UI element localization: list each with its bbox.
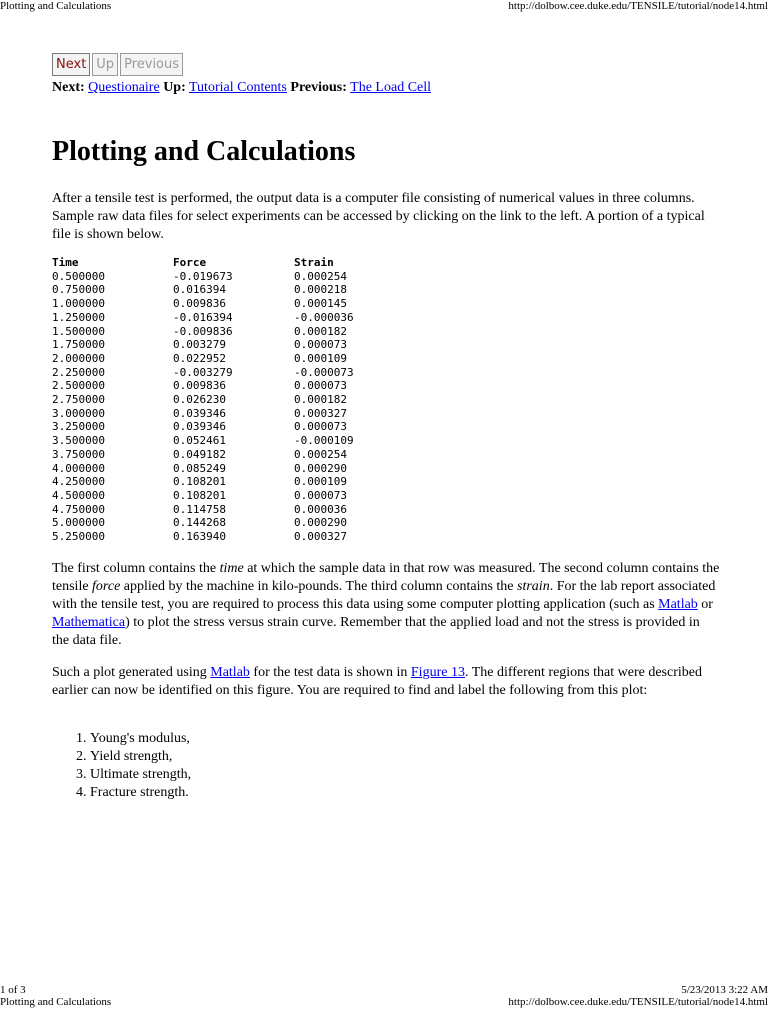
table-row <box>52 338 354 352</box>
emphasis-time: time <box>219 561 244 576</box>
cell-force: 0.039346 <box>173 420 226 434</box>
cell-time: 0.750000 <box>52 283 105 297</box>
cell-strain: 0.000218 <box>294 283 347 297</box>
cell-force: 0.022952 <box>173 351 226 365</box>
table-row <box>52 462 354 476</box>
table-header-row <box>52 256 354 270</box>
matlab-link[interactable]: Matlab <box>658 597 698 612</box>
cell-strain: 0.000254 <box>294 269 347 283</box>
explanation-paragraph <box>52 560 720 650</box>
table-row <box>52 352 354 366</box>
plot-paragraph <box>52 664 720 700</box>
text-run: Such a plot generated using <box>52 665 211 680</box>
table-row <box>52 448 354 462</box>
table-row <box>52 297 354 311</box>
text-run: applied by the machine in kilo-pounds. The third column contains the <box>120 579 518 594</box>
cell-force: 0.085249 <box>173 461 226 475</box>
cell-force: 0.016394 <box>173 283 226 297</box>
cell-time: 5.250000 <box>52 530 105 544</box>
cell-force: 0.114758 <box>173 502 226 516</box>
up-button[interactable]: Up <box>92 53 118 76</box>
table-row <box>52 475 354 489</box>
previous-link[interactable]: The Load Cell <box>350 80 432 95</box>
cell-force: 0.108201 <box>173 475 226 489</box>
table-row <box>52 489 354 503</box>
cell-force: 0.108201 <box>173 488 226 502</box>
cell-strain: 0.000182 <box>294 324 347 338</box>
print-footer-page: 1 of 3 <box>0 984 26 996</box>
table-row <box>52 311 354 325</box>
cell-force: 0.049182 <box>173 447 226 461</box>
cell-force: 0.052461 <box>173 434 226 448</box>
table-row <box>52 393 354 407</box>
cell-strain: 0.000145 <box>294 297 347 311</box>
print-footer-title: Plotting and Calculations <box>0 996 112 1008</box>
emphasis-force: force <box>92 579 121 594</box>
cell-time: 3.750000 <box>52 447 105 461</box>
table-row <box>52 420 354 434</box>
cell-strain: -0.000036 <box>294 310 354 324</box>
cell-time: 4.750000 <box>52 502 105 516</box>
text-run: ) to plot the stress versus strain curve. Remember that the applied load and not the stress is provided in the data file. <box>52 615 700 648</box>
print-header-title: Plotting and Calculations <box>0 0 112 12</box>
cell-force: -0.003279 <box>173 365 233 379</box>
cell-strain: 0.000073 <box>294 488 347 502</box>
cell-force: -0.009836 <box>173 324 233 338</box>
previous-label: Previous: <box>290 80 347 95</box>
column-header-time: Time <box>52 256 79 269</box>
cell-time: 2.750000 <box>52 393 105 407</box>
print-footer-timestamp: 5/23/2013 3:22 AM <box>681 984 768 996</box>
mathematica-link[interactable]: Mathematica <box>52 615 126 630</box>
text-run: at which the sample data in that row was measured. The second column contains the tensile <box>52 561 720 594</box>
cell-time: 2.500000 <box>52 379 105 393</box>
cell-strain: 0.000327 <box>294 406 347 420</box>
previous-button[interactable]: Previous <box>120 53 183 76</box>
emphasis-strain: strain <box>517 579 550 594</box>
cell-time: 3.250000 <box>52 420 105 434</box>
cell-time: 1.500000 <box>52 324 105 338</box>
cell-time: 2.250000 <box>52 365 105 379</box>
cell-force: 0.039346 <box>173 406 226 420</box>
print-footer-url: http://dolbow.cee.duke.edu/TENSILE/tutorial/node14.html <box>508 996 768 1008</box>
text-run: . For the lab report associated with the tensile test, you are required to process this data using some computer plotting application (such as <box>52 579 716 612</box>
table-row <box>52 407 354 421</box>
cell-time: 3.500000 <box>52 434 105 448</box>
matlab-link-2[interactable]: Matlab <box>210 665 250 680</box>
up-label: Up: <box>163 80 186 95</box>
cell-strain: 0.000290 <box>294 516 347 530</box>
cell-force: 0.026230 <box>173 393 226 407</box>
cell-strain: 0.000327 <box>294 530 347 544</box>
intro-paragraph: After a tensile test is performed, the output data is a computer file consisting of numerical values in three columns. Sample raw data files for select experiments can be accessed by clicking on the link to the left. A portion of a typical file is shown below. <box>52 191 705 242</box>
list-item: 4. Fracture strength. <box>90 784 191 802</box>
text-run: or <box>697 597 713 612</box>
cell-time: 4.000000 <box>52 461 105 475</box>
text-run: . The different regions that were described earlier can now be identified on this figure. You are required to find and label the following from this plot: <box>52 665 702 698</box>
cell-strain: 0.000073 <box>294 338 347 352</box>
nav-buttons <box>52 53 183 76</box>
table-row <box>52 270 354 284</box>
figure-13-link[interactable]: Figure 13 <box>410 665 465 680</box>
table-row <box>52 530 354 544</box>
up-link[interactable]: Tutorial Contents <box>189 80 287 95</box>
page-title: Plotting and Calculations <box>52 136 356 167</box>
list-item: 1. Young's modulus, <box>90 730 191 748</box>
data-table <box>52 256 354 544</box>
cell-time: 4.250000 <box>52 475 105 489</box>
text-run: The first column contains the <box>52 561 220 576</box>
cell-force: -0.019673 <box>173 269 233 283</box>
cell-time: 2.000000 <box>52 351 105 365</box>
cell-force: -0.016394 <box>173 310 233 324</box>
list-item: 3. Ultimate strength, <box>90 766 191 784</box>
cell-strain: -0.000109 <box>294 434 354 448</box>
table-row <box>52 283 354 297</box>
cell-time: 5.000000 <box>52 516 105 530</box>
table-row <box>52 516 354 530</box>
text-run: for the test data is shown in <box>249 665 411 680</box>
next-label: Next: <box>52 80 85 95</box>
cell-force: 0.003279 <box>173 338 226 352</box>
cell-time: 1.250000 <box>52 310 105 324</box>
cell-force: 0.009836 <box>173 379 226 393</box>
cell-strain: -0.000073 <box>294 365 354 379</box>
table-row <box>52 379 354 393</box>
cell-force: 0.144268 <box>173 516 226 530</box>
print-header-url: http://dolbow.cee.duke.edu/TENSILE/tutorial/node14.html <box>508 0 768 12</box>
cell-strain: 0.000290 <box>294 461 347 475</box>
cell-force: 0.163940 <box>173 530 226 544</box>
cell-time: 4.500000 <box>52 488 105 502</box>
cell-strain: 0.000073 <box>294 420 347 434</box>
cell-time: 1.000000 <box>52 297 105 311</box>
cell-strain: 0.000036 <box>294 502 347 516</box>
requirements-list <box>52 730 191 802</box>
table-row <box>52 325 354 339</box>
nav-links <box>52 79 431 97</box>
cell-time: 1.750000 <box>52 338 105 352</box>
next-button[interactable]: Next <box>52 53 90 76</box>
table-row <box>52 366 354 380</box>
table-row <box>52 503 354 517</box>
column-header-force: Force <box>173 256 207 269</box>
cell-strain: 0.000182 <box>294 393 347 407</box>
cell-strain: 0.000109 <box>294 475 347 489</box>
cell-force: 0.009836 <box>173 297 226 311</box>
list-item: 2. Yield strength, <box>90 748 191 766</box>
cell-time: 0.500000 <box>52 269 105 283</box>
cell-strain: 0.000109 <box>294 351 347 365</box>
next-link[interactable]: Questionaire <box>88 80 160 95</box>
table-row <box>52 434 354 448</box>
cell-strain: 0.000073 <box>294 379 347 393</box>
cell-strain: 0.000254 <box>294 447 347 461</box>
cell-time: 3.000000 <box>52 406 105 420</box>
column-header-strain: Strain <box>294 256 334 269</box>
